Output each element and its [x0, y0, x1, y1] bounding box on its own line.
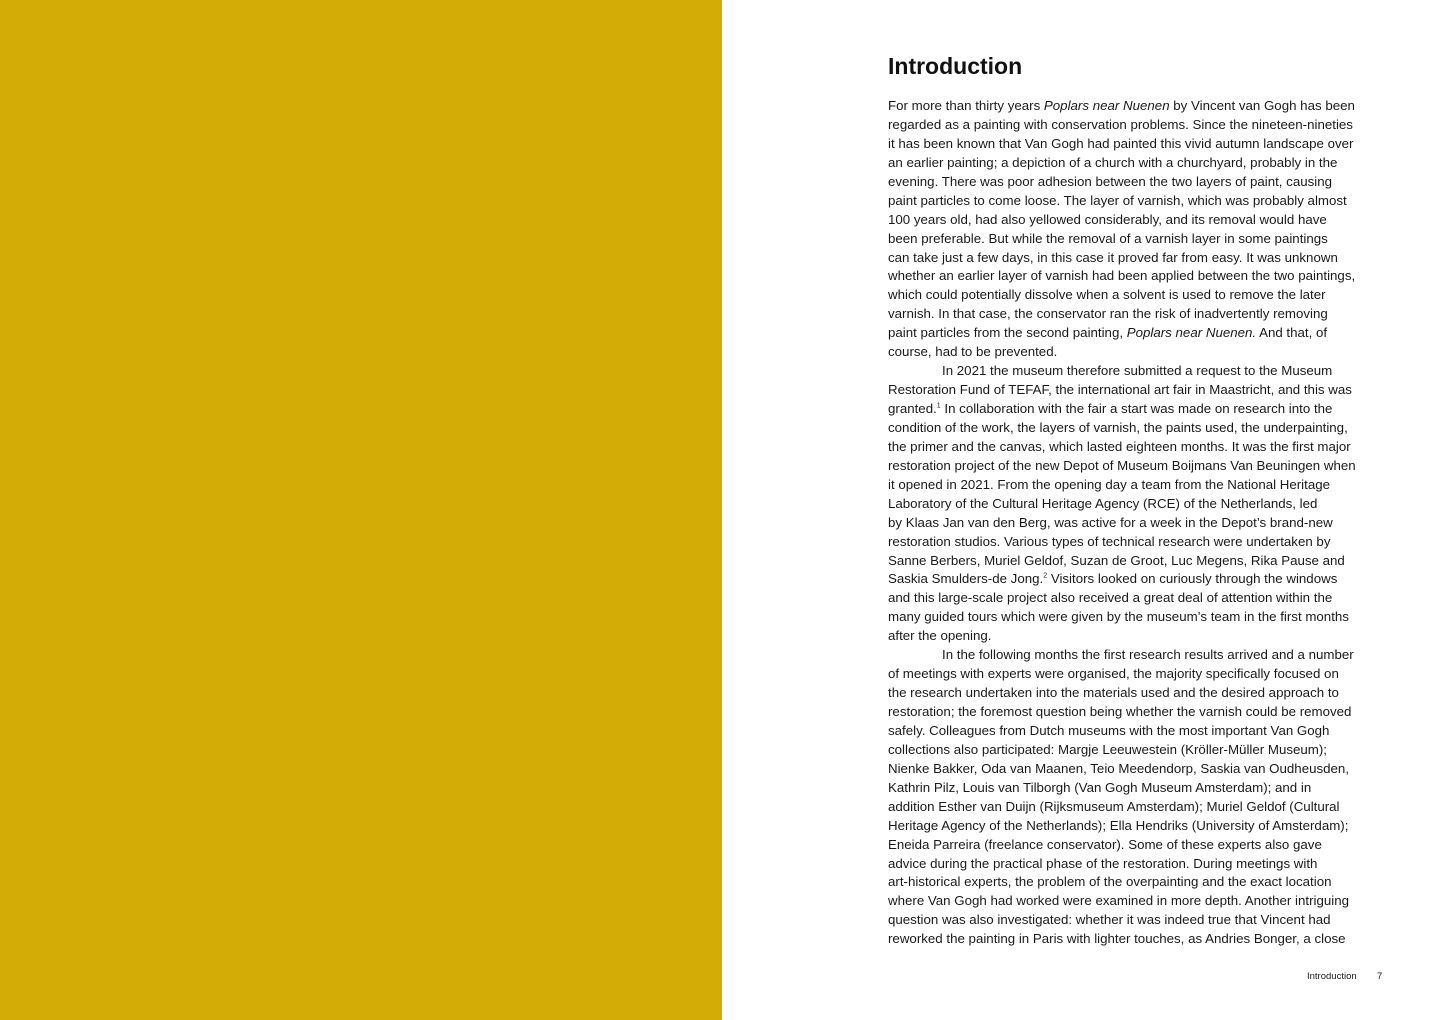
text-line: paint particles from the second painting, Poplars near Nuenen. And that, of: [888, 325, 1328, 341]
text-line: advice during the practical phase of the restoration. During meetings with: [888, 855, 1318, 871]
text-line: Restoration Fund of TEFAF, the international art fair in Maastricht, and this was: [888, 382, 1352, 398]
text-line: paint particles to come loose. The layer of varnish, which was probably almost: [888, 192, 1347, 208]
text-line: whether an earlier layer of varnish had been applied between the two paintings,: [888, 268, 1356, 284]
text-line: restoration; the foremost question being whether the varnish could be removed: [888, 704, 1352, 719]
text-line: Saskia Smulders-de Jong.$^2$ Visitors looked on curiously through the windows: [888, 571, 1338, 587]
footnote-marker: 1: [936, 402, 941, 410]
text-line: In the following months the first research results arrived and a number: [942, 647, 1354, 663]
text-line: Kathrin Pilz, Louis van Tilborgh (Van Gogh Museum Amsterdam); and in: [888, 779, 1312, 795]
text-line: evening. There was poor adhesion between the two layers of paint, causing: [888, 173, 1333, 189]
text-line: question was also investigated: whether it was indeed true that Vincent had: [888, 912, 1331, 928]
text-line: the primer and the canvas, which lasted eighteen months. It was the first major: [888, 438, 1351, 454]
text-line: safely. Colleagues from Dutch museums with the most important Van Gogh: [888, 722, 1330, 738]
page-number: 7: [1377, 971, 1383, 982]
text-line: Heritage Agency of the Netherlands); Ella Hendriks (University of Amsterdam);: [888, 817, 1349, 833]
text-line: it opened in 2021. From the opening day a team from the National Heritage: [888, 476, 1331, 492]
text-line: collections also participated: Margje Leeuwestein (Kröller-Müller Museum);: [888, 741, 1327, 757]
text-line: it has been known that Van Gogh had painted this vivid autumn landscape over: [888, 135, 1354, 151]
text-line: been preferable. But while the removal of a varnish layer in some paintings: [888, 230, 1328, 246]
left-page-color-block: [0, 0, 722, 1020]
text-line: where Van Gogh had worked were examined in more depth. Another intriguing: [888, 893, 1349, 909]
text-line: Laboratory of the Cultural Heritage Agency (RCE) of the Netherlands, led: [888, 495, 1318, 511]
text-line: of meetings with experts were organised, the majority specifically focused on: [888, 666, 1339, 682]
text-line: granted.$^1$ In collaboration with the fair a start was made on research into the: [888, 401, 1333, 416]
text-line: restoration studios. Various types of technical research were undertaken by: [888, 533, 1331, 549]
text-line: reworked the painting in Paris with lighter touches, as Andries Bonger, a close: [888, 931, 1346, 947]
text-line: can take just a few days, in this case it proved far from easy. It was unknown: [888, 249, 1338, 265]
text-line: For more than thirty years Poplars near Nuenen by Vincent van Gogh has been: [888, 98, 1355, 113]
text-line: after the opening.: [888, 628, 992, 644]
text-line: the research undertaken into the materials used and the desired approach to: [888, 685, 1339, 701]
running-footer-title: Introduction: [1307, 971, 1357, 982]
text-line: restoration project of the new Depot of Museum Boijmans Van Beuningen when: [888, 457, 1356, 473]
text-line: by Klaas Jan van den Berg, was active for a week in the Depot’s brand-new: [888, 514, 1333, 530]
text-line: 100 years old, had also yellowed considerably, and its removal would have: [888, 211, 1327, 227]
text-line: art-historical experts, the problem of the overpainting and the exact location: [888, 874, 1332, 890]
text-line: Eneida Parreira (freelance conservator). Some of these experts also gave: [888, 836, 1322, 852]
text-line: and this large-scale project also received a great deal of attention within the: [888, 590, 1333, 606]
text-line: an earlier painting; a depiction of a church with a churchyard, probably in the: [888, 154, 1338, 170]
text-line: which could potentially dissolve when a solvent is used to remove the later: [888, 287, 1326, 303]
text-line: condition of the work, the layers of varnish, the paints used, the underpainting,: [888, 419, 1348, 435]
text-line: addition Esther van Duijn (Rijksmuseum Amsterdam); Muriel Geldof (Cultural: [888, 798, 1340, 814]
body-text: [888, 97, 1378, 949]
text-line: course, had to be prevented.: [888, 344, 1058, 360]
text-line: Sanne Berbers, Muriel Geldof, Suzan de Groot, Luc Megens, Rika Pause and: [888, 552, 1345, 568]
text-line: varnish. In that case, the conservator ran the risk of inadvertently removing: [888, 306, 1328, 322]
text-line: regarded as a painting with conservation problems. Since the nineteen-nineties: [888, 116, 1353, 132]
text-line: In 2021 the museum therefore submitted a request to the Museum: [942, 363, 1333, 379]
text-line: Nienke Bakker, Oda van Maanen, Teio Meedendorp, Saskia van Oudheusden,: [888, 760, 1350, 776]
text-line: many guided tours which were given by the museum’s team in the first months: [888, 609, 1349, 625]
page-title: Introduction: [888, 53, 1023, 79]
footnote-marker: 2: [1043, 573, 1048, 581]
